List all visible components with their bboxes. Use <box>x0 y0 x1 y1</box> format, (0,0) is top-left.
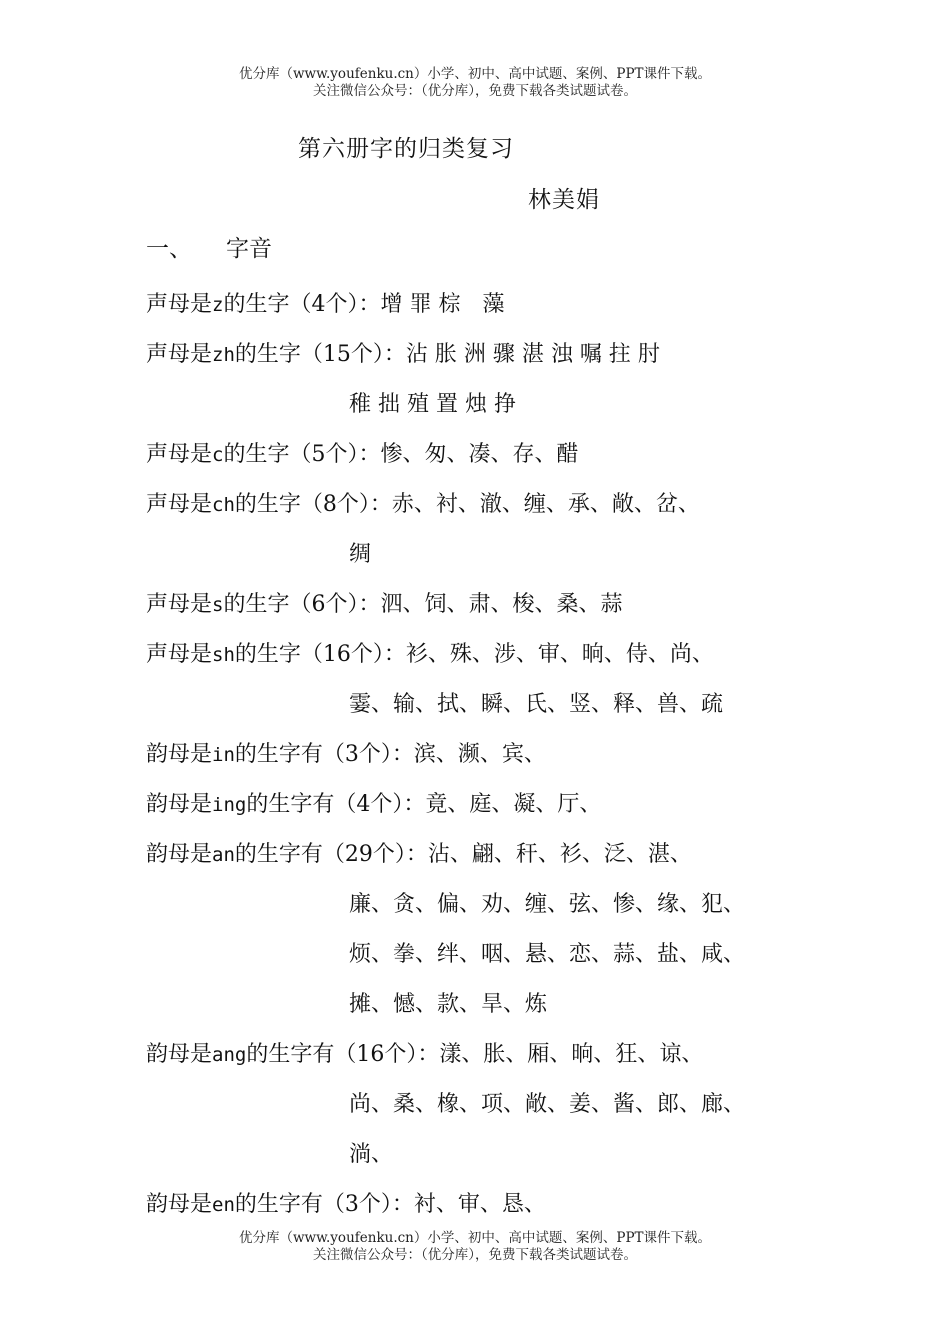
character-entries: 的生字有（3个）：滨、濒、宾、 <box>234 742 546 767</box>
character-list <box>146 280 846 1230</box>
character-entries: 的生字（6个）：泗、饲、肃、梭、桑、蒜 <box>223 592 623 617</box>
list-item-continuation: 绸 <box>349 542 372 567</box>
category-prefix: 韵母是 <box>146 1192 213 1217</box>
character-entries: 的生字有（3个）：衬、审、恳、 <box>234 1192 546 1217</box>
list-item <box>146 480 846 530</box>
category-prefix: 韵母是 <box>146 842 213 867</box>
list-item <box>146 430 846 480</box>
pinyin-key: ang <box>212 1044 247 1066</box>
pinyin-key: in <box>212 744 235 766</box>
footer-watermark-line2: 关注微信公众号：（优分库），免费下载各类试题试卷。 <box>313 1247 637 1263</box>
footer-watermark-line1: 优分库（www.youfenku.cn）小学、初中、高中试题、案例、PPT课件下载。 <box>238 1230 712 1246</box>
pinyin-key: ing <box>212 794 247 816</box>
footer-watermark <box>0 1230 950 1264</box>
list-item <box>146 830 846 880</box>
list-item <box>146 330 846 380</box>
list-item <box>146 1180 846 1230</box>
author-name: 林美娟 <box>528 187 600 213</box>
pinyin-key: s <box>212 594 224 616</box>
list-item-continuation: 霎、输、拭、瞬、氏、竖、释、兽、疏 <box>349 692 724 717</box>
pinyin-key: ch <box>212 494 235 516</box>
list-item <box>146 580 846 630</box>
list-item-continuation: 烦、拳、绊、咽、悬、恋、蒜、盐、咸、 <box>349 942 746 967</box>
character-entries: 的生字（5个）：惨、匆、凑、存、醋 <box>223 442 579 467</box>
category-prefix: 声母是 <box>146 642 213 667</box>
category-prefix: 声母是 <box>146 492 213 517</box>
list-item <box>146 630 846 680</box>
list-item-continuation: 摊、憾、款、旱、炼 <box>349 992 548 1017</box>
pinyin-key: z <box>212 294 224 316</box>
section-title: 字音 <box>226 236 272 262</box>
list-item-continuation: 尚、桑、橡、项、敞、姜、酱、郎、廊、 <box>349 1092 746 1117</box>
pinyin-key: sh <box>212 644 235 666</box>
pinyin-key: c <box>212 444 224 466</box>
character-entries: 的生字有（29个）：沾、翩、秆、衫、泛、湛、 <box>234 842 692 867</box>
category-prefix: 声母是 <box>146 292 213 317</box>
category-prefix: 声母是 <box>146 442 213 467</box>
character-entries: 的生字有（16个）：漾、胀、厢、晌、狂、谅、 <box>246 1042 704 1067</box>
list-item-continuation: 稚 拙 殖 置 烛 挣 <box>349 392 516 417</box>
category-prefix: 声母是 <box>146 342 213 367</box>
list-item-continuation: 廉、贪、偏、劝、缠、弦、惨、缘、犯、 <box>349 892 746 917</box>
character-entries: 的生字（4个）：增 罪 棕 藻 <box>223 292 505 317</box>
list-item <box>146 780 846 830</box>
category-prefix: 韵母是 <box>146 742 213 767</box>
list-item <box>146 730 846 780</box>
character-entries: 的生字（15个）：沾 胀 洲 骤 湛 浊 嘱 拄 肘 <box>234 342 660 367</box>
list-item <box>146 280 846 330</box>
page-title: 第六册字的归类复习 <box>298 136 514 162</box>
character-entries: 的生字（8个）：赤、衬、澈、缠、承、敞、岔、 <box>234 492 700 517</box>
category-prefix: 韵母是 <box>146 1042 213 1067</box>
section-number: 一、 <box>146 236 192 262</box>
category-prefix: 声母是 <box>146 592 213 617</box>
character-entries: 的生字（16个）：衫、殊、涉、审、晌、侍、尚、 <box>234 642 714 667</box>
header-watermark-line1: 优分库（www.youfenku.cn）小学、初中、高中试题、案例、PPT课件下载。 <box>238 66 712 82</box>
pinyin-key: en <box>212 1194 235 1216</box>
pinyin-key: zh <box>212 344 235 366</box>
pinyin-key: an <box>212 844 235 866</box>
header-watermark-line2: 关注微信公众号：（优分库），免费下载各类试题试卷。 <box>313 83 637 99</box>
category-prefix: 韵母是 <box>146 792 213 817</box>
list-item-continuation: 淌、 <box>349 1142 394 1167</box>
character-entries: 的生字有（4个）：竟、庭、凝、厅、 <box>246 792 602 817</box>
section-heading <box>146 232 272 266</box>
header-watermark <box>0 66 950 100</box>
list-item <box>146 1030 846 1080</box>
